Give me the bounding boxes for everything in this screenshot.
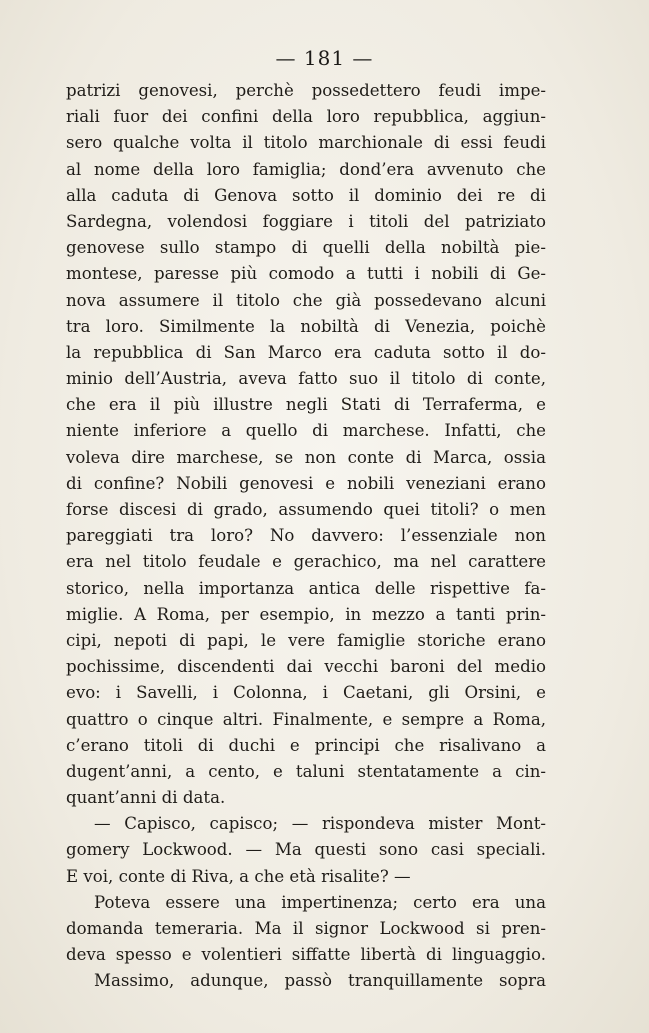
text-line: forse discesi di grado, assumendo quei titoli? o men [66, 500, 546, 519]
text-line: nova assumere il titolo che già possedevano alcuni [66, 290, 546, 310]
text-line: niente inferiore a quello di marchese. Infatti, che [66, 421, 546, 441]
text-line: di confine? Nobili genovesi e nobili veneziani erano [66, 473, 546, 493]
text-line: al nome della loro famiglia; dond’era avvenuto che [66, 159, 546, 179]
text-line: E voi, conte di Riva, a che età risalite? — [66, 866, 411, 886]
text-line: miglie. A Roma, per esempio, in mezzo a tanti prin- [66, 604, 546, 624]
text-line: pochissime, discendenti dai vecchi baroni del medio [66, 657, 546, 677]
text-line: domanda temeraria. Ma il signor Lockwood si pren- [66, 919, 546, 938]
text-line: deva spesso e volentieri siffatte libertà di linguaggio. [66, 945, 546, 965]
page-number: — 181 — [275, 46, 374, 70]
text-line: la repubblica di San Marco era caduta sotto il do- [66, 342, 546, 362]
text-line: Massimo, adunque, passò tranquillamente sopra [94, 971, 546, 991]
text-line: quattro o cinque altri. Finalmente, e sempre a Roma, [66, 709, 546, 729]
text-line: minio dell’Austria, aveva fatto suo il titolo di conte, [66, 369, 546, 389]
text-line: sero qualche volta il titolo marchionale di essi feudi [66, 133, 546, 153]
text-line: c’erano titoli di duchi e principi che risalivano a [66, 735, 546, 755]
text-line: Sardegna, volendosi foggiare i titoli del patriziato [66, 211, 546, 231]
text-line: riali fuor dei confini della loro repubblica, aggiun- [66, 107, 546, 127]
text-line: gomery Lockwood. — Ma questi sono casi speciali. [66, 840, 546, 860]
text-line: evo: i Savelli, i Colonna, i Caetani, gli Orsini, e [66, 683, 546, 703]
text-line: dugent’anni, a cento, e taluni stentatamente a cin- [66, 761, 546, 781]
text-line: tra loro. Similmente la nobiltà di Venezia, poichè [66, 316, 546, 336]
text-line: patrizi genovesi, perchè possedettero feudi impe- [66, 81, 546, 100]
text-line: pareggiati tra loro? No davvero: l’essenziale non [66, 526, 546, 546]
text-line: voleva dire marchese, se non conte di Marca, ossia [66, 447, 546, 467]
text-line: montese, paresse più comodo a tutti i nobili di Ge- [66, 264, 546, 284]
text-line: storico, nella importanza antica delle rispettive fa- [66, 578, 546, 598]
text-line: quant’anni di data. [66, 788, 226, 808]
text-line: cipi, nepoti di papi, le vere famiglie storiche erano [66, 630, 546, 650]
text-line: genovese sullo stampo di quelli della nobiltà pie- [66, 238, 546, 258]
text-line: era nel titolo feudale e gerachico, ma nel carattere [66, 552, 546, 572]
text-line: Poteva essere una impertinenza; certo era una [94, 892, 546, 912]
text-line: che era il più illustre negli Stati di Terraferma, e [66, 395, 546, 415]
body-text [66, 78, 546, 995]
text-line: alla caduta di Genova sotto il dominio dei re di [66, 185, 546, 205]
text-line: — Capisco, capisco; — rispondeva mister Mont- [94, 814, 546, 834]
